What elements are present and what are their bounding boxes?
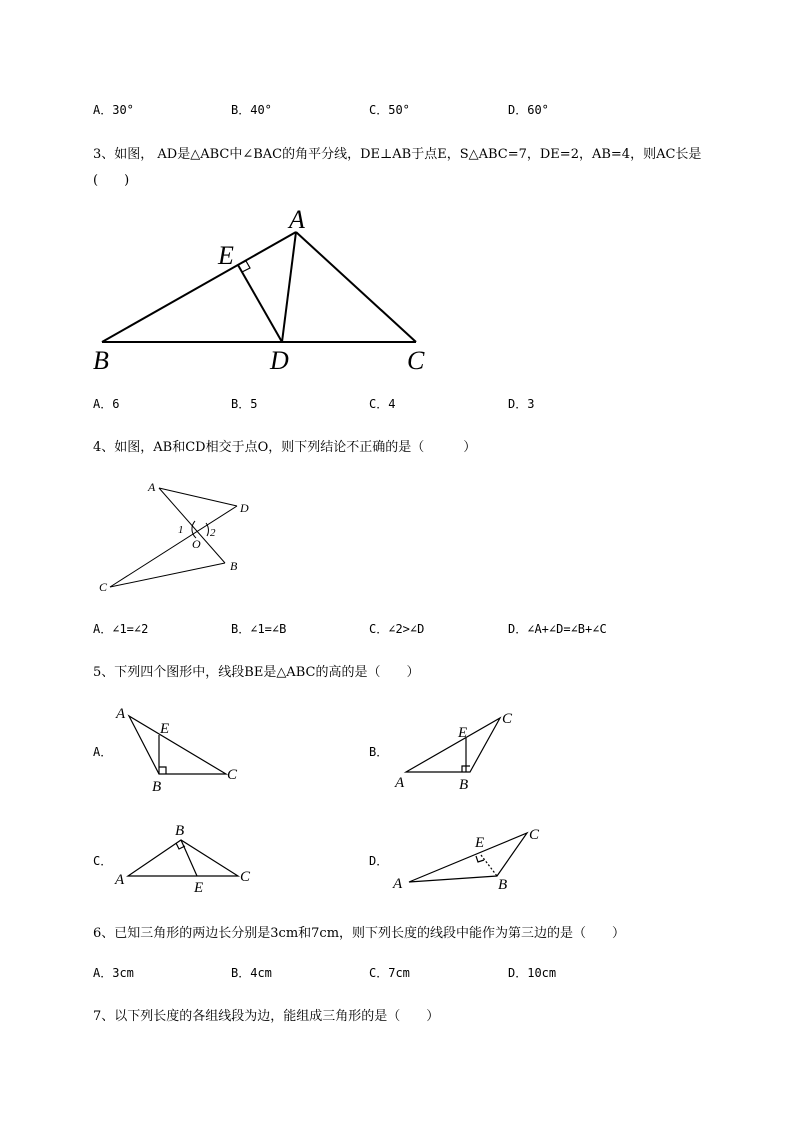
q5a-label-c: C: [227, 767, 238, 783]
q5-option-b-letter: B．: [369, 745, 389, 759]
q5c-label-a: A: [115, 872, 125, 888]
q5-option-d-letter: D．: [369, 854, 389, 868]
q3-stem-line2: ( ): [93, 173, 130, 188]
q4-option-c: C．∠2>∠D: [369, 622, 425, 636]
q5-option-a-letter: A．: [93, 745, 113, 759]
q4-stem: 4、如图，AB和CD相交于点O，则下列结论不正确的是（ ）: [93, 440, 477, 455]
q3-label-a: A: [289, 205, 305, 234]
q6-option-d: D．10cm: [508, 966, 557, 980]
q3-label-b: B: [93, 346, 109, 375]
q5-stem: 5、下列四个图形中，线段BE是△ABC的高的是（ ）: [93, 665, 420, 680]
q6-stem: 6、已知三角形的两边长分别是3cm和7cm，则下列长度的线段中能作为第三边的是（ ）: [93, 926, 626, 941]
q6-option-b: B．4cm: [231, 966, 272, 980]
q4-label-2: 2: [210, 527, 216, 539]
q3-option-a: A．6: [93, 397, 120, 411]
q4-label-d: D: [240, 501, 249, 515]
q5-option-c-letter: C．: [93, 854, 113, 868]
q5b-label-a: A: [395, 775, 405, 791]
q7-stem: 7、以下列长度的各组线段为边，能组成三角形的是（ ）: [93, 1009, 440, 1024]
q6-option-c: C．7cm: [369, 966, 410, 980]
q4-label-1: 1: [178, 524, 184, 536]
q4-label-a: A: [148, 480, 156, 494]
q3-stem-line1: 3、如图， AD是△ABC中∠BAC的角平分线，DE⊥AB于点E，S△ABC=7，DE=2，AB=4，则AC长是: [93, 147, 702, 162]
q5c-label-b: B: [175, 823, 185, 839]
q3-option-c: C．4: [369, 397, 396, 411]
q4-option-b: B．∠1=∠B: [231, 622, 287, 636]
q4-label-o: O: [192, 537, 201, 551]
q3-label-d: D: [270, 346, 289, 375]
q5c-label-c: C: [240, 869, 251, 885]
q4-label-b: B: [230, 559, 238, 573]
q4-label-c: C: [99, 580, 108, 594]
q5d-label-a: A: [393, 876, 403, 892]
q5d-label-b: B: [498, 877, 508, 893]
q6-option-a: A．3cm: [93, 966, 134, 980]
q3-label-e: E: [218, 241, 234, 270]
q5c-label-e: E: [194, 880, 204, 896]
q5a-label-e: E: [160, 721, 170, 737]
q3-label-c: C: [407, 346, 425, 375]
q2-option-a: A．30°: [93, 103, 134, 117]
q3-option-b: B．5: [231, 397, 258, 411]
q2-option-c: C．50°: [369, 103, 410, 117]
q5d-label-e: E: [475, 835, 485, 851]
q5a-label-a: A: [116, 706, 126, 722]
q4-option-d: D．∠A+∠D=∠B+∠C: [508, 622, 607, 636]
q5d-label-c: C: [529, 827, 540, 843]
q5b-label-b: B: [459, 777, 469, 793]
q3-option-d: D．3: [508, 397, 535, 411]
q5b-label-e: E: [458, 725, 468, 741]
q4-option-a: A．∠1=∠2: [93, 622, 149, 636]
q5a-label-b: B: [152, 779, 162, 795]
q2-option-d: D．60°: [508, 103, 549, 117]
q5b-label-c: C: [502, 711, 513, 727]
q2-option-b: B．40°: [231, 103, 272, 117]
